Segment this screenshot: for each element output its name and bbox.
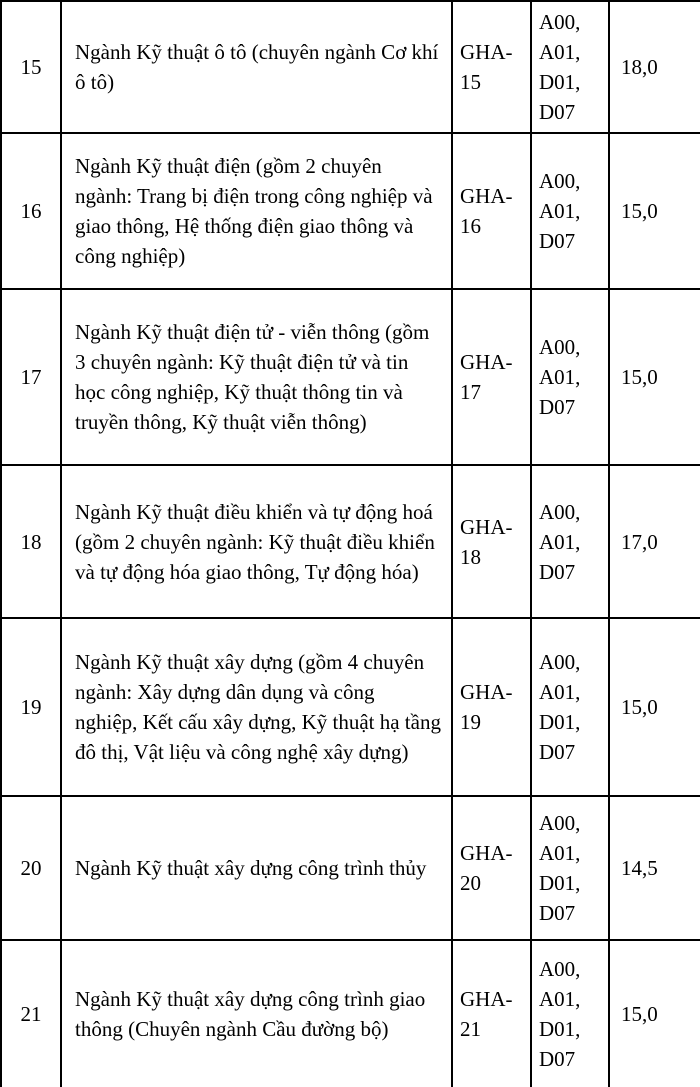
exam-combination-line: A00, [539, 811, 581, 835]
major-code-cell [453, 2, 532, 134]
major-name-cell: Ngành Kỹ thuật xây dựng công trình giao thông (Chuyên ngành Cầu đường bộ) [62, 941, 453, 1087]
score-cell: 15,0 [610, 619, 700, 797]
major-code-line: GHA- [460, 680, 513, 704]
major-code-line: 18 [460, 544, 481, 569]
major-code-line: 15 [460, 70, 481, 94]
exam-combination-line: D07 [539, 559, 576, 584]
row-number-cell: 19 [2, 619, 62, 797]
exam-combination-line: A00, [539, 957, 581, 981]
exam-combinations-cell [532, 290, 610, 466]
major-code-line: 19 [460, 710, 481, 734]
exam-combination-line: D01, [539, 710, 581, 734]
major-name-cell: Ngành Kỹ thuật điện tử - viễn thông (gồm 3 chuyên ngành: Kỹ thuật điện tử và tin học công nghiệp, Kỹ thuật thông tin và truyền thông, Kỹ thuật viễn thông) [62, 290, 453, 466]
exam-combination-line: A01, [539, 987, 581, 1011]
exam-combinations-cell [532, 134, 610, 290]
row-number-cell: 20 [2, 797, 62, 941]
score-cell: 15,0 [621, 1002, 658, 1026]
exam-combination-line: A01, [539, 199, 581, 223]
score-cell: 17,0 [610, 466, 700, 619]
major-code-line: 21 [460, 1017, 481, 1041]
major-code-line: GHA- [460, 350, 513, 374]
major-code-line: 16 [460, 214, 481, 238]
major-name-cell: Ngành Kỹ thuật ô tô (chuyên ngành Cơ khí ô tô) [62, 2, 453, 134]
exam-combination-line: D07 [539, 229, 576, 253]
score-cell: 18,0 [610, 2, 700, 134]
major-name-cell: Ngành Kỹ thuật xây dựng (gồm 4 chuyên ngành: Xây dựng dân dụng và công nghiệp, Kết cấu xây dựng, Kỹ thuật hạ tầng đô thị, Vật liệu và công nghệ xây dựng) [62, 619, 453, 797]
exam-combination-line: D07 [539, 395, 576, 419]
row-number-cell: 21 [2, 941, 62, 1087]
exam-combination-line: A00, [539, 650, 581, 674]
exam-combination-line: A00, [539, 10, 581, 34]
major-code-line: GHA- [460, 40, 513, 64]
exam-combination-line: A00, [539, 335, 581, 359]
row-number-cell: 16 [2, 134, 62, 290]
exam-combinations-cell [532, 797, 610, 941]
exam-combination-line: D01, [539, 1017, 581, 1041]
exam-combination-line: D01, [539, 70, 581, 94]
major-code-cell [453, 797, 532, 941]
exam-combination-line: D07 [539, 740, 576, 764]
exam-combination-line: D07 [539, 100, 576, 124]
major-code-cell [453, 134, 532, 290]
major-code-line: GHA- [460, 514, 513, 539]
row-number-cell: 15 [2, 2, 62, 134]
major-name-cell: Ngành Kỹ thuật điện (gồm 2 chuyên ngành: Trang bị điện trong công nghiệp và giao thông, Hệ thống điện giao thông và công nghiệp) [62, 134, 453, 290]
major-code-line: 17 [460, 380, 481, 404]
score-cell: 15,0 [610, 134, 700, 290]
exam-combinations-cell [532, 941, 610, 1087]
row-number-cell: 18 [2, 466, 62, 619]
exam-combination-line: A00, [539, 499, 581, 524]
exam-combination-line: A01, [539, 680, 581, 704]
exam-combinations-cell [532, 466, 610, 619]
exam-combination-line: A00, [539, 169, 581, 193]
score-cell: 15,0 [610, 290, 700, 466]
major-name-cell: Ngành Kỹ thuật xây dựng công trình thủy [62, 797, 453, 941]
major-code-cell [453, 466, 532, 619]
major-code-cell [453, 290, 532, 466]
score-cell: 14,5 [610, 797, 700, 941]
major-code-line: GHA- [460, 841, 513, 865]
exam-combination-line: D01, [539, 871, 581, 895]
major-code-line: 20 [460, 871, 481, 895]
row-number-cell: 17 [2, 290, 62, 466]
exam-combination-line: A01, [539, 841, 581, 865]
major-name-cell: Ngành Kỹ thuật điều khiển và tự động hoá (gồm 2 chuyên ngành: Kỹ thuật điều khiển và tự động hóa giao thông, Tự động hóa) [62, 466, 453, 619]
major-code-line: GHA- [460, 184, 513, 208]
exam-combination-line: D07 [539, 1047, 576, 1071]
major-code-cell [453, 941, 532, 1087]
major-code-line: GHA- [460, 987, 513, 1011]
exam-combinations-cell [532, 2, 610, 134]
exam-combinations-cell [532, 619, 610, 797]
exam-combination-line: A01, [539, 529, 581, 554]
major-code-cell [453, 619, 532, 797]
exam-combination-line: A01, [539, 365, 581, 389]
exam-combination-line: D07 [539, 901, 576, 925]
exam-combination-line: A01, [539, 40, 581, 64]
